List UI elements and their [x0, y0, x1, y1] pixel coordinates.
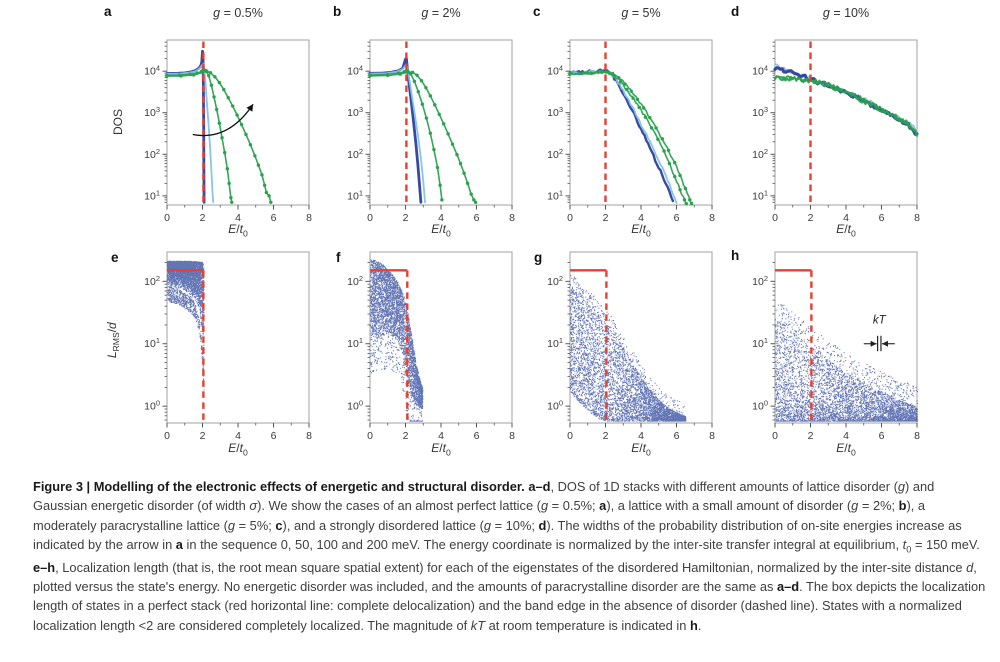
scatter-plot-g: [518, 244, 718, 453]
svg-text:100: $10^0$: [547, 398, 563, 413]
svg-text:104: $10^4$: [547, 63, 563, 78]
svg-text:100: $10^0$: [347, 398, 363, 413]
svg-text:6: 6: [473, 212, 480, 224]
svg-text:4: 4: [438, 430, 444, 442]
svg-text:8: 8: [306, 212, 312, 224]
dos-curves: [568, 70, 693, 206]
svg-text:kT: kT: [872, 314, 886, 327]
svg-text:2: 2: [199, 212, 206, 224]
panel-label-f: f: [336, 250, 341, 265]
svg-text:2: 2: [602, 212, 609, 224]
x-axis-label-d: $E/t_0$: [836, 222, 856, 239]
svg-text:4: 4: [843, 212, 849, 224]
panel-label-d: d: [731, 4, 740, 19]
eigenstate-cloud: [167, 261, 205, 390]
svg-text:2: 2: [807, 430, 814, 442]
svg-text:2: 2: [602, 430, 609, 442]
svg-text:0: 0: [164, 212, 170, 224]
x-axis-label-h: $E/t_0$: [836, 441, 856, 458]
x-axis-label-a: $E/t_0$: [228, 222, 248, 239]
svg-text:102: $10^2$: [144, 146, 160, 161]
panel-label-b: b: [333, 4, 342, 19]
svg-text:102: $10^2$: [144, 273, 160, 288]
x-axis-label-e: $E/t_0$: [228, 441, 248, 458]
svg-text:8: 8: [709, 430, 715, 442]
x-axis-label-b: $E/t_0$: [431, 222, 451, 239]
x-axis-label-f: $E/t_0$: [431, 441, 451, 458]
scatter-plot-f: [318, 244, 518, 453]
svg-text:2: 2: [807, 212, 814, 224]
svg-text:101: $10^1$: [144, 336, 160, 351]
svg-text:8: 8: [914, 430, 920, 442]
kt-annotation: [864, 315, 895, 352]
svg-text:0: 0: [772, 212, 778, 224]
svg-text:101: $10^1$: [547, 336, 563, 351]
svg-text:102: $10^2$: [547, 146, 563, 161]
panel-label-h: h: [731, 248, 740, 263]
svg-text:8: 8: [306, 430, 312, 442]
svg-text:8: 8: [509, 212, 515, 224]
svg-text:6: 6: [473, 430, 480, 442]
svg-text:104: $10^4$: [752, 63, 768, 78]
svg-text:4: 4: [638, 430, 644, 442]
svg-text:101: $10^1$: [144, 188, 160, 203]
svg-text:102: $10^2$: [752, 273, 768, 288]
x-axis-label-g: $E/t_0$: [631, 441, 651, 458]
panel-label-g: g: [534, 250, 543, 265]
eigenstate-cloud: [775, 305, 918, 421]
panel-label-c: c: [533, 4, 541, 19]
dos-plot-c: [518, 32, 718, 235]
svg-text:4: 4: [638, 212, 644, 224]
scatter-plot-e: [115, 244, 315, 453]
svg-text:100: $10^0$: [144, 398, 160, 413]
svg-text:103: $10^3$: [347, 105, 363, 120]
axes: [547, 252, 715, 442]
svg-text:4: 4: [235, 430, 241, 442]
svg-text:0: 0: [367, 430, 373, 442]
svg-text:8: 8: [709, 212, 715, 224]
dos-curves: [368, 58, 477, 204]
y-axis-label-dos: DOS: [111, 109, 125, 136]
svg-text:104: $10^4$: [144, 63, 160, 78]
dos-plot-d: [723, 32, 923, 235]
svg-text:103: $10^3$: [144, 105, 160, 120]
svg-text:6: 6: [673, 430, 680, 442]
svg-text:100: $10^0$: [752, 398, 768, 413]
svg-text:0: 0: [772, 430, 778, 442]
scatter-plot-h: [723, 244, 923, 453]
axes: [547, 40, 715, 224]
svg-text:0: 0: [567, 212, 573, 224]
svg-text:8: 8: [914, 212, 920, 224]
svg-text:104: $10^4$: [347, 63, 363, 78]
panel-label-a: a: [104, 4, 112, 19]
svg-text:101: $10^1$: [752, 188, 768, 203]
figure-caption: Figure 3 | Modelling of the electronic effects of energetic and structural disorder. a–d, DOS of 1D stacks with different amounts of lattice disorder (g) and Gaussian energetic disorder (of width σ). We show the cases of an almost perfect lattice (g = 0.5%; a), a lattice with a small amount of disorder (g = 2%; b), a moderately paracrystalline lattice (g = 5%; c), and a strongly disordered lattice (g = 10%; d). The widths of the probability distribution of on-site energies increase as indicated by the arrow in a in the sequence 0, 50, 100 and 200 meV. The energy coordinate is normalized by the inter-site transfer integral at equilibrium, $t_0 = 150$ meV. e–h, Localization length (that is, the root mean square spatial extent) for each of the eigenstates of the disordered Hamiltonian, normalized by the inter-site distance d, plotted versus the state's energy. No energetic disorder was included, and the amounts of paracrystalline disorder are the same as a–d. The box depicts the localization length of states in a perfect stack (red horizontal line: complete delocalization) and the band edge in the absence of disorder (dashed line). States with a normalized localization length <2 are considered completely localized. The magnitude of kT at room temperature is indicated in h.: [33, 479, 986, 633]
panel-title-c: g = 5%: [621, 6, 661, 20]
eigenstate-cloud: [570, 276, 686, 422]
svg-text:6: 6: [270, 430, 277, 442]
svg-text:101: $10^1$: [752, 336, 768, 351]
svg-text:2: 2: [199, 430, 206, 442]
svg-text:101: $10^1$: [547, 188, 563, 203]
svg-text:4: 4: [843, 430, 849, 442]
x-axis-label-c: $E/t_0$: [631, 222, 651, 239]
svg-text:6: 6: [673, 212, 680, 224]
svg-text:4: 4: [235, 212, 241, 224]
panel-title-d: g = 10%: [822, 6, 870, 20]
svg-text:6: 6: [878, 212, 885, 224]
svg-text:8: 8: [509, 430, 515, 442]
eigenstate-cloud: [370, 260, 423, 421]
svg-text:6: 6: [878, 430, 885, 442]
y-axis-label-lrms: $L_{RMS}/d$: [104, 322, 122, 359]
panel-title-a: g = 0.5%: [213, 6, 263, 20]
axes: [144, 40, 312, 224]
svg-text:0: 0: [367, 212, 373, 224]
svg-text:6: 6: [270, 212, 277, 224]
svg-text:0: 0: [567, 430, 573, 442]
svg-text:102: $10^2$: [347, 146, 363, 161]
svg-text:102: $10^2$: [347, 273, 363, 288]
dos-plot-a: [115, 32, 315, 235]
svg-text:101: $10^1$: [347, 188, 363, 203]
svg-text:2: 2: [402, 212, 409, 224]
panel-label-e: e: [111, 250, 119, 265]
svg-text:102: $10^2$: [752, 146, 768, 161]
dos-curves: [775, 64, 917, 136]
svg-text:2: 2: [402, 430, 409, 442]
svg-text:103: $10^3$: [752, 105, 768, 120]
dos-plot-b: [318, 32, 518, 235]
svg-text:102: $10^2$: [547, 273, 563, 288]
svg-text:0: 0: [164, 430, 170, 442]
panel-title-b: g = 2%: [421, 6, 461, 20]
svg-text:101: $10^1$: [347, 336, 363, 351]
svg-text:103: $10^3$: [547, 105, 563, 120]
svg-text:4: 4: [438, 212, 444, 224]
dos-curves: [165, 51, 272, 204]
